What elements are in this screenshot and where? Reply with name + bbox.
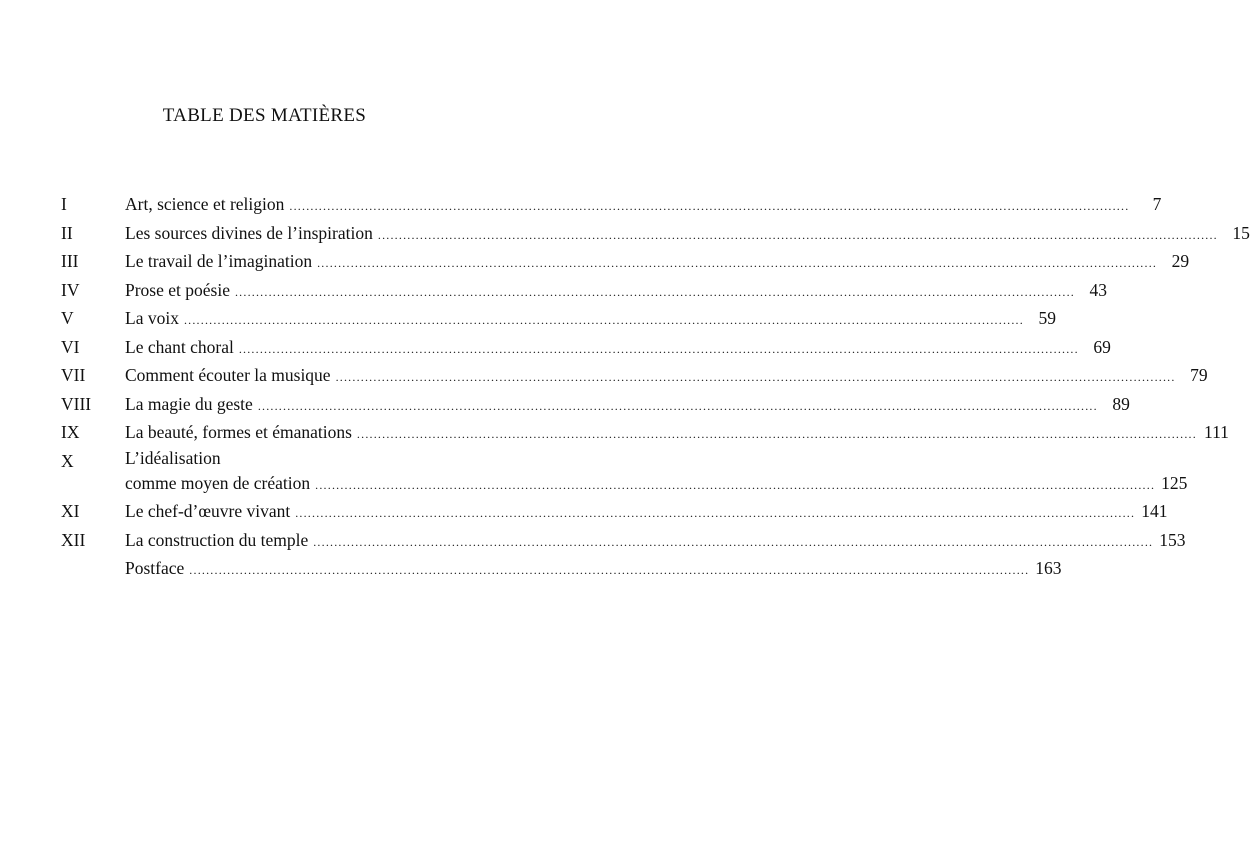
toc-chapter-number: VII bbox=[61, 365, 86, 385]
toc-chapter-title: La beauté, formes et émanations bbox=[125, 422, 352, 442]
toc-page-number: 15 bbox=[1232, 222, 1250, 243]
toc-chapter-number: VIII bbox=[61, 393, 92, 414]
toc-dot-leader: ........................................................................................................................................................................................................ bbox=[289, 199, 1130, 213]
toc-entry bbox=[61, 333, 1111, 362]
toc-entry bbox=[61, 447, 1188, 498]
toc-dot-leader: ........................................................................................................................................................................................................ bbox=[183, 313, 1024, 327]
toc-chapter-number: IX bbox=[61, 422, 80, 442]
toc-page-number: 43 bbox=[1089, 279, 1107, 300]
toc-entry bbox=[61, 190, 1162, 219]
toc-page-number: 69 bbox=[1093, 336, 1111, 357]
toc-chapter-title: Le travail de l’imagination bbox=[125, 251, 313, 271]
toc-chapter-number: V bbox=[61, 308, 74, 328]
toc-dot-leader: ........................................................................................................................................................................................................ bbox=[257, 398, 1098, 413]
toc-entry bbox=[61, 497, 1168, 526]
table-of-contents bbox=[61, 190, 1250, 583]
toc-chapter-title: L’idéalisation bbox=[125, 447, 221, 468]
toc-chapter-number: XI bbox=[61, 501, 80, 521]
toc-chapter-number: VI bbox=[61, 336, 80, 357]
toc-dot-leader: ........................................................................................................................................................................................................ bbox=[377, 227, 1218, 242]
toc-chapter-title: Les sources divines de l’inspiration bbox=[125, 222, 373, 243]
toc-entry bbox=[61, 247, 1190, 276]
toc-chapter-title-continued: comme moyen de création bbox=[125, 472, 311, 493]
toc-entry bbox=[61, 361, 1208, 390]
toc-chapter-number: IV bbox=[61, 279, 80, 300]
toc-chapter-title: Art, science et religion bbox=[125, 194, 285, 214]
toc-page-number: 79 bbox=[1190, 365, 1208, 385]
toc-page-number: 29 bbox=[1171, 251, 1190, 271]
toc-chapter-title: Comment écouter la musique bbox=[125, 365, 331, 385]
toc-chapter-number: III bbox=[61, 251, 79, 271]
toc-page-number: 125 bbox=[1161, 472, 1188, 493]
toc-entry bbox=[61, 219, 1250, 248]
toc-dot-leader: ........................................................................................................................................................................................................ bbox=[234, 284, 1075, 299]
toc-chapter-title: Postface bbox=[125, 558, 185, 578]
toc-entry bbox=[61, 390, 1130, 419]
toc-dot-leader: ........................................................................................................................................................................................................ bbox=[335, 370, 1176, 384]
toc-chapter-number: XII bbox=[61, 529, 86, 550]
toc-dot-leader: ........................................................................................................................................................................................................ bbox=[295, 506, 1136, 520]
toc-chapter-title: Le chant choral bbox=[125, 336, 234, 357]
toc-chapter-title: La voix bbox=[125, 308, 179, 328]
toc-page-number: 141 bbox=[1141, 501, 1168, 521]
toc-page-number: 111 bbox=[1203, 422, 1229, 442]
toc-entry bbox=[61, 276, 1107, 305]
toc-entry bbox=[61, 526, 1186, 555]
toc-entry bbox=[61, 554, 1062, 583]
toc-chapter-title: Prose et poésie bbox=[125, 279, 230, 300]
toc-dot-leader: ........................................................................................................................................................................................................ bbox=[315, 477, 1156, 492]
toc-page-number: 7 bbox=[1152, 194, 1162, 214]
toc-dot-leader: ........................................................................................................................................................................................................ bbox=[356, 427, 1197, 441]
toc-page-number: 153 bbox=[1159, 529, 1186, 550]
toc-chapter-number: X bbox=[61, 450, 74, 471]
toc-entry bbox=[61, 418, 1229, 447]
toc-dot-leader: ........................................................................................................................................................................................................ bbox=[238, 341, 1079, 356]
toc-chapter-title: Le chef-d’œuvre vivant bbox=[125, 501, 291, 521]
toc-page-number: 163 bbox=[1035, 558, 1062, 578]
page-title: TABLE DES MATIÈRES bbox=[162, 105, 367, 126]
toc-page-number: 89 bbox=[1112, 393, 1130, 414]
toc-dot-leader: ........................................................................................................................................................................................................ bbox=[317, 256, 1158, 270]
toc-dot-leader: ........................................................................................................................................................................................................ bbox=[189, 563, 1030, 577]
toc-entry bbox=[61, 304, 1056, 333]
toc-chapter-number: I bbox=[61, 194, 67, 214]
toc-chapter-number: II bbox=[61, 222, 73, 243]
toc-chapter-title: La construction du temple bbox=[125, 529, 309, 550]
toc-chapter-title: La magie du geste bbox=[125, 393, 253, 414]
toc-page-number: 59 bbox=[1038, 308, 1056, 328]
toc-dot-leader: ........................................................................................................................................................................................................ bbox=[313, 534, 1154, 549]
